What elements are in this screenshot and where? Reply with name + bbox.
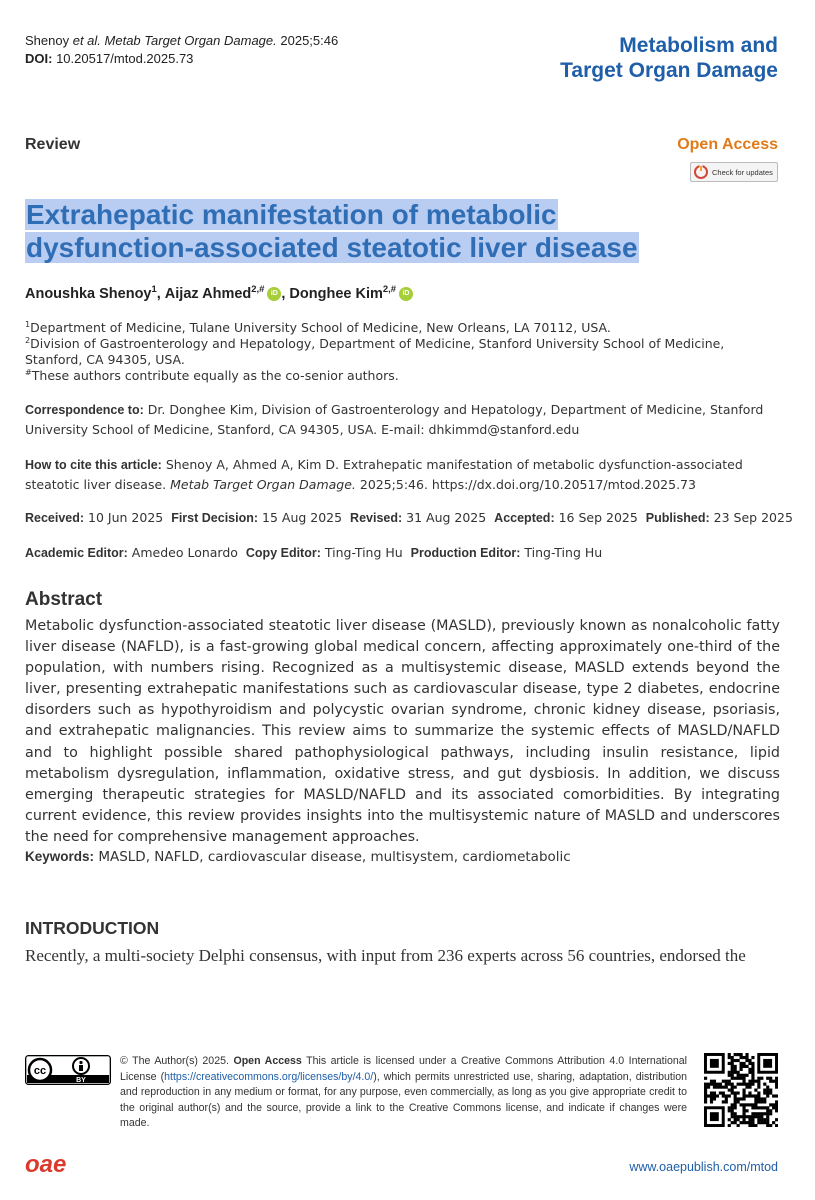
affiliation-1: $^1$Department of Medicine, Tulane University School of Medicine, New Orleans, LA 70112, USA. — [25, 318, 611, 335]
article-title — [25, 198, 745, 264]
license-text: © The Author(s) 2025. Open Access This article is licensed under a Creative Commons Attribution 4.0 International License (https://creativecommons.org/licenses/by/4.0/), which permits unrestricted use, sharing, adaptation, distribution and reproduction in any medium or format, for any purpose, even commercially, as long as you give appropriate credit to the original author(s) and the source, provide a link to the Creative Commons license, and indicate if changes were made. — [120, 1055, 687, 1130]
check-updates-label: Check for updates — [712, 167, 773, 177]
article-dates: Received: 10 Jun 2025 First Decision: 15 Aug 2025 Revised: 31 Aug 2025 Accepted: 16 Sep 2025 Published: 23 Sep 2025 — [25, 510, 793, 525]
correspondence — [25, 400, 765, 439]
citation-line — [25, 33, 338, 48]
correspondence-label: Correspondence to: — [25, 403, 144, 417]
cc-by-license-icon[interactable] — [25, 1055, 111, 1085]
citation-journal: Metab Target Organ Damage. — [104, 33, 277, 48]
check-for-updates-badge[interactable] — [690, 162, 778, 182]
qr-code-icon[interactable] — [704, 1053, 778, 1127]
abstract-heading: Abstract — [25, 589, 103, 610]
check-updates-icon — [694, 165, 708, 179]
site-url[interactable]: www.oaepublish.com/mtod — [629, 1160, 778, 1174]
orcid-icon[interactable]: iD — [267, 287, 281, 301]
affiliation-2: $^2$Division of Gastroenterology and Hepatology, Department of Medicine, Stanford University School of Medicine, Stanford, CA 94305, USA. — [25, 334, 725, 367]
author-list: Anoushka Shenoy$^1$ , Aijaz Ahmed$^{2,\#}$ iD , Donghee Kim$^{2,\#}$ iD — [25, 286, 413, 302]
by-mark: BY — [76, 1077, 86, 1084]
citation-author: Shenoy — [25, 33, 70, 48]
affiliation-note: #These authors contribute equally as the co-senior authors. — [25, 366, 399, 383]
citation-etal: et al. — [72, 33, 101, 48]
license-link[interactable]: https://creativecommons.org/licenses/by/4.0/ — [164, 1070, 374, 1083]
cc-mark: cc — [33, 1065, 47, 1077]
keywords — [25, 849, 571, 865]
oae-logo-text: oae — [25, 1152, 67, 1176]
title-line-1: Extrahepatic manifestation of metabolic — [26, 199, 557, 230]
oae-logo[interactable] — [25, 1152, 91, 1176]
keywords-label: Keywords: — [25, 849, 95, 864]
doi-value[interactable]: 10.20517/mtod.2025.73 — [56, 51, 194, 66]
keywords-text: MASLD, NAFLD, cardiovascular disease, multisystem, cardiometabolic — [98, 849, 571, 865]
citation-year: 2025;5:46 — [280, 33, 339, 48]
journal-name — [560, 33, 778, 83]
introduction-text: Recently, a multi-society Delphi consensus, with input from 236 experts across 56 countries, endorsed the — [25, 946, 746, 965]
journal-name-line1: Metabolism and — [619, 34, 778, 57]
author[interactable]: Donghee Kim$^{2,\#}$ — [289, 283, 396, 302]
doi-label: DOI: — [25, 51, 53, 66]
doi-line — [25, 51, 193, 66]
author[interactable]: Anoushka Shenoy$^1$ — [25, 283, 157, 302]
how-to-cite: How to cite this article: Shenoy A, Ahmed A, Kim D. Extrahepatic manifestation of metabolic dysfunction-associated steatotic liver disease. Metab Target Organ Damage. 2025;5:46. https://dx.doi.org/10.20517/mtod.2025.73 — [25, 457, 743, 492]
article-type: Review — [25, 136, 81, 153]
orcid-icon[interactable]: iD — [399, 287, 413, 301]
open-access-label: Open Access — [677, 136, 778, 153]
correspondence-text: Dr. Donghee Kim, Division of Gastroenterology and Hepatology, Department of Medicine, Stanford University School of Medicine, Stanford, CA 94305, USA. E-mail: dhkimmd@stanford.edu — [25, 402, 764, 437]
journal-name-line2: Target Organ Damage — [560, 59, 778, 82]
title-line-2: dysfunction-associated steatotic liver disease — [26, 232, 638, 263]
abstract-text: Metabolic dysfunction-associated steatotic liver disease (MASLD), previously known as nonalcoholic fatty liver disease (NAFLD), is a fast-growing global medical concern, affecting approximately one-third of the population, with numbers rising. Recognized as a multisystemic disease, MASLD extends beyond the liver, presenting extrahepatic manifestations such as cardiovascular disease, type 2 diabetes, endocrine disorders such as hypothyroidism and polycystic ovarian syndrome, chronic kidney disease, psoriasis, and extrahepatic malignancies. This review aims to summarize the systemic effects of MASLD/NAFLD and to highlight possible shared pathophysiological pathways, including insulin resistance, lipid metabolism dysregulation, inflammation, oxidative stress, and gut dysbiosis. In addition, we discuss emerging therapeutic strategies for MASLD/NAFLD and its associated comorbidities. By integrating current evidence, this review provides insights into the multisystemic nature of MASLD and underscores the need for comprehensive management approaches. — [25, 618, 780, 845]
introduction-heading: INTRODUCTION — [25, 918, 160, 938]
author[interactable]: Aijaz Ahmed$^{2,\#}$ — [164, 283, 265, 302]
editors: Academic Editor: Amedeo Lonardo Copy Editor: Ting-Ting Hu Production Editor: Ting-Ting Hu — [25, 545, 603, 560]
how-to-cite-label: How to cite this article: — [25, 458, 162, 472]
